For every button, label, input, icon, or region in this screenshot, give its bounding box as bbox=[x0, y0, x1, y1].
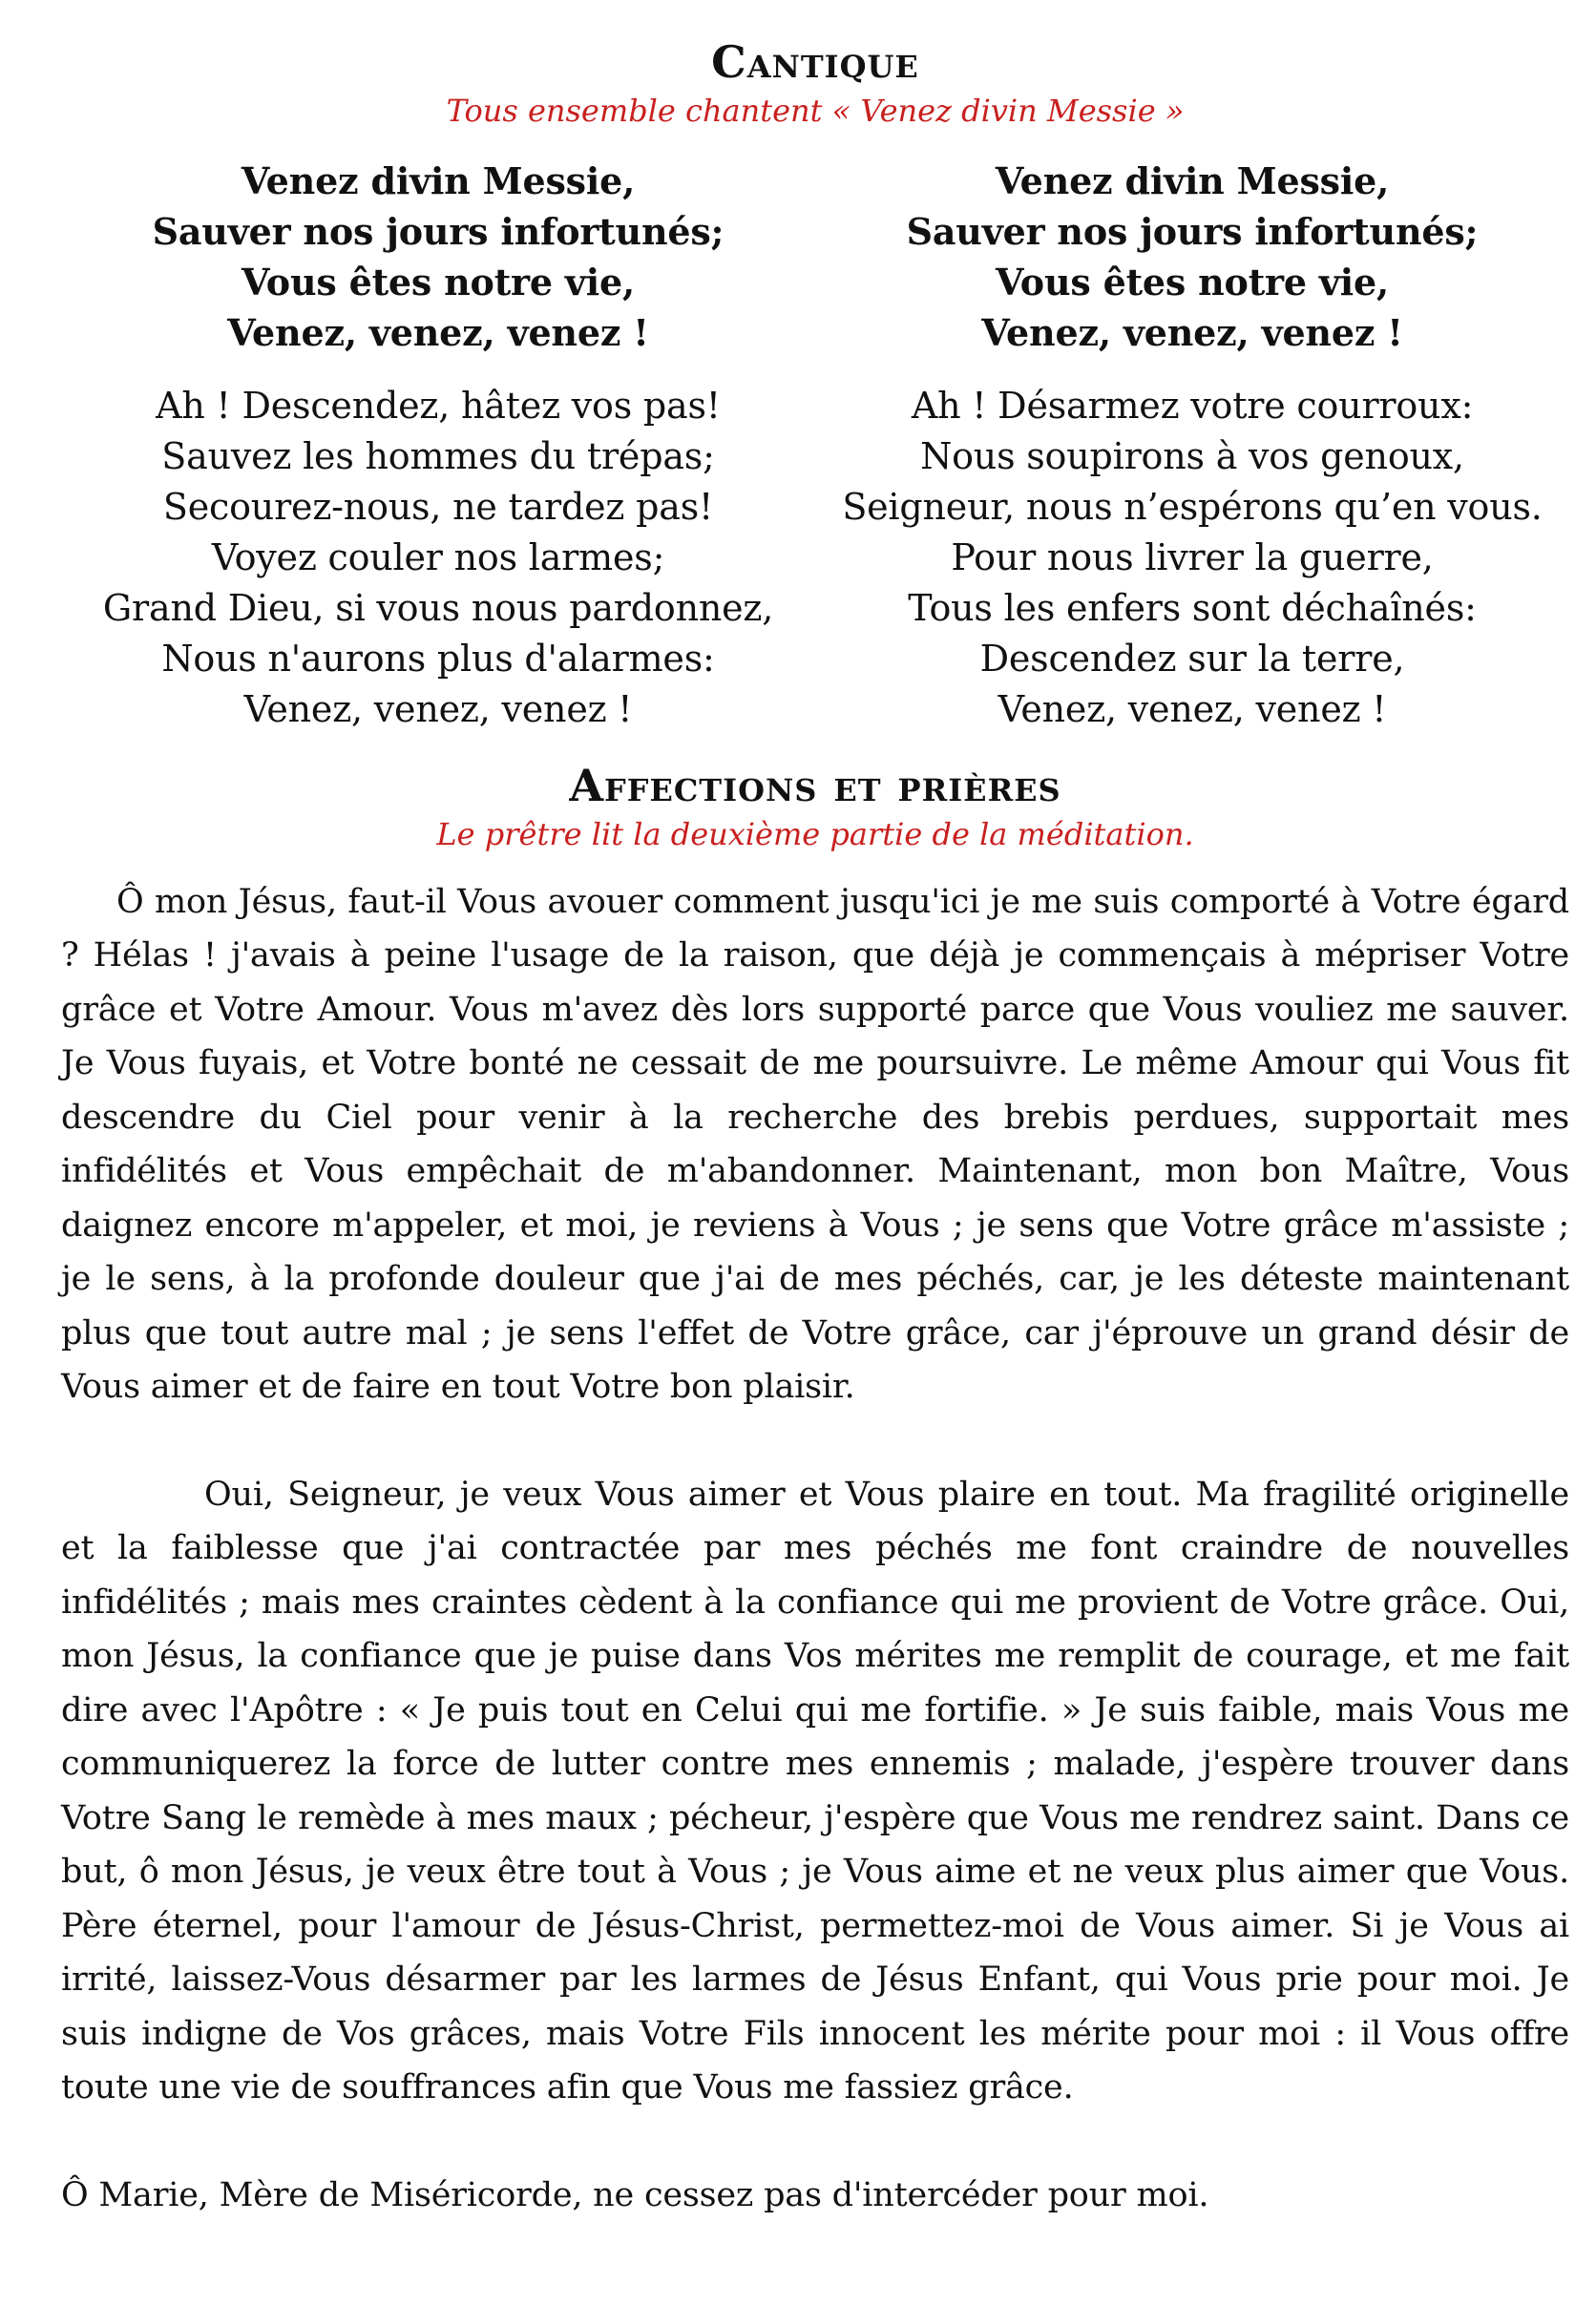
affections-section bbox=[61, 759, 1569, 2222]
cantique-rubric: Tous ensemble chantent « Venez divin Messie » bbox=[446, 92, 1185, 129]
affections-rubric: Le prêtre lit la deuxième partie de la méditation. bbox=[436, 815, 1194, 852]
refrain-line: Venez, venez, venez ! bbox=[981, 310, 1403, 354]
refrain-line: Vous êtes notre vie, bbox=[996, 260, 1389, 304]
verse-line: Grand Dieu, si vous nous pardonnez, bbox=[102, 586, 774, 629]
verse-line: Venez, venez, venez ! bbox=[243, 687, 633, 730]
refrain-line: Venez divin Messie, bbox=[241, 158, 636, 202]
verse-left bbox=[61, 381, 815, 735]
verse-line: Voyez couler nos larmes; bbox=[211, 535, 665, 578]
verse-line: Ah ! Désarmez votre courroux: bbox=[911, 384, 1474, 427]
page bbox=[61, 38, 1569, 2222]
verse-right bbox=[815, 381, 1569, 735]
cantique-title: Cantique bbox=[711, 36, 919, 88]
affections-title: Affections et prières bbox=[569, 759, 1061, 811]
refrain-line: Vous êtes notre vie, bbox=[242, 260, 635, 304]
refrain-line: Venez, venez, venez ! bbox=[227, 310, 649, 354]
verse-line: Venez, venez, venez ! bbox=[998, 687, 1387, 730]
verse-line: Seigneur, nous n’espérons qu’en vous. bbox=[842, 485, 1543, 528]
verse-line: Pour nous livrer la guerre, bbox=[951, 535, 1434, 578]
prayer-paragraph-1: Ô mon Jésus, faut-il Vous avouer comment jusqu'ici je me suis comporté à Votre égard ? Hélas ! j'avais à peine l'usage de la raison, que déjà je commençais à mépriser Votre grâce et Votre Amour. Vous m'avez dès lors supporté parce que Vous vouliez me sauver. Je Vous fuyais, et Votre bonté ne cessait de me poursuivre. Le même Amour qui Vous fit descendre du Ciel pour venir à la recherche des brebis perdues, supportait mes infidélités et Vous empêchait de m'abandonner. Maintenant, mon bon Maître, Vous daignez encore m'appeler, et moi, je reviens à Vous ; je sens que Votre grâce m'assiste ; je le sens, à la profonde douleur que j'ai de mes péchés, car, je les déteste maintenant plus que tout autre mal ; je sens l'effet de Votre grâce, car j'éprouve un grand désir de Vous aimer et de faire en tout Votre bon plaisir. bbox=[61, 882, 1569, 1407]
hymn-columns bbox=[61, 156, 1569, 735]
prayer-paragraph-marie: Ô Marie, Mère de Miséricorde, ne cessez pas d'intercéder pour moi. bbox=[61, 2175, 1209, 2214]
verse-line: Secourez-nous, ne tardez pas! bbox=[162, 485, 714, 528]
verse-line: Nous n'aurons plus d'alarmes: bbox=[161, 637, 715, 680]
verse-line: Nous soupirons à vos genoux, bbox=[920, 434, 1464, 477]
refrain-line: Venez divin Messie, bbox=[995, 158, 1390, 202]
hymn-column-right bbox=[815, 156, 1569, 735]
cantique-section bbox=[61, 38, 1569, 735]
verse-line: Ah ! Descendez, hâtez vos pas! bbox=[156, 384, 721, 427]
refrain-left bbox=[61, 156, 815, 358]
hymn-column-left bbox=[61, 156, 815, 735]
prayer-paragraph-2: Oui, Seigneur, je veux Vous aimer et Vous plaire en tout. Ma fragilité originelle et la faiblesse que j'ai contractée par mes péchés me font craindre de nouvelles infidélités ; mais mes craintes cèdent à la confiance qui me provient de Votre grâce. Oui, mon Jésus, la confiance que je puise dans Vos mérites me remplit de courage, et me fait dire avec l'Apôtre : « Je puis tout en Celui qui me fortifie. » Je suis faible, mais Vous me communiquerez la force de lutter contre mes ennemis ; malade, j'espère trouver dans Votre Sang le remède à mes maux ; pécheur, j'espère que Vous me rendrez saint. Dans ce but, ô mon Jésus, je veux être tout à Vous ; je Vous aime et ne veux plus aimer que Vous. Père éternel, pour l'amour de Jésus-Christ, permettez-moi de Vous aimer. Si je Vous ai irrité, laissez-Vous désarmer par les larmes de Jésus Enfant, qui Vous prie pour moi. Je suis indigne de Vos grâces, mais Votre Fils innocent les mérite pour moi : il Vous offre toute une vie de souffrances afin que Vous me fassiez grâce. bbox=[61, 1475, 1569, 2107]
verse-line: Descendez sur la terre, bbox=[979, 637, 1405, 680]
verse-line: Sauvez les hommes du trépas; bbox=[161, 434, 715, 477]
verse-line: Tous les enfers sont déchaînés: bbox=[908, 586, 1477, 629]
refrain-line: Sauver nos jours infortunés; bbox=[906, 209, 1479, 253]
refrain-right bbox=[815, 156, 1569, 358]
refrain-line: Sauver nos jours infortunés; bbox=[152, 209, 724, 253]
